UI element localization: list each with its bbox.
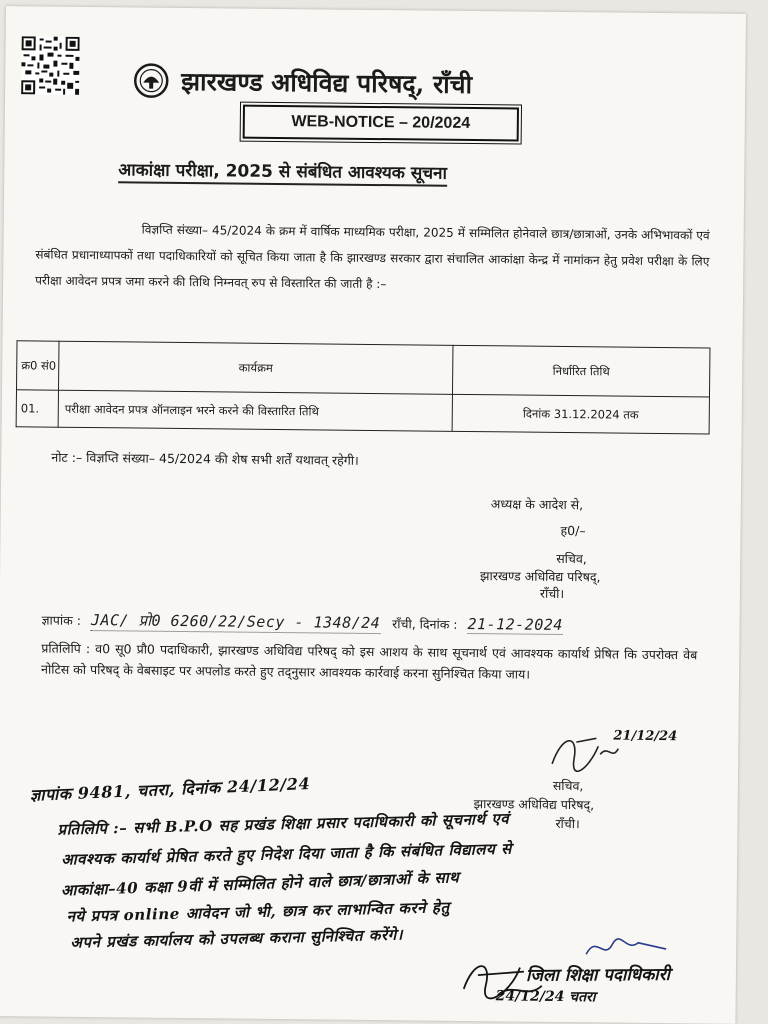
notice-subject: आकांक्षा परीक्षा, 2025 से संबंधित आवश्यक सूचना: [118, 157, 447, 186]
memo-line: [41, 610, 562, 636]
handwritten-line: अपने प्रखंड कार्यालय को उपलब्ध कराना सुनिश्चित करेंगे।: [70, 925, 404, 952]
board-emblem-icon: [133, 62, 169, 98]
secretary2-org: झारखण्ड अधिविद्य परिषद्,: [473, 796, 595, 813]
col-program-header: कार्यक्रम: [59, 341, 453, 394]
memo-date: 21-12-2024: [467, 614, 563, 634]
table-header-row: [17, 341, 710, 397]
schedule-table: [16, 340, 711, 434]
col-serial-header: क्र0 सं0: [17, 341, 60, 390]
secretary2-city: राँची।: [555, 815, 580, 832]
cell-date: दिनांक 31.12.2024 तक: [452, 394, 709, 434]
secretary2-designation: सचिव,: [552, 777, 584, 794]
note-line: नोट :– विज्ञप्ति संख्या– 45/2024 की शेष सभी शर्तें यथावत् रहेगी।: [51, 449, 359, 468]
handwritten-line: नये प्रपत्र online आवेदन जो भी, छात्र कर लाभान्वित करने हेतु: [66, 898, 450, 926]
table-row: [16, 390, 709, 434]
order-line: अध्यक्ष के आदेश से,: [490, 496, 584, 513]
notice-paragraph: विज्ञप्ति संख्या– 45/2024 के क्रम में वार्षिक माध्यमिक परीक्षा, 2025 में सम्मिलित होनेवाले छात्र/छात्राओं, उनके अभिभावकों एवं संबंधित प्रधानाध्यापकों तथा पदाधिकारियों को सूचित किया जाता है कि झारखण्ड सरकार द्वारा संचालित आकांक्षा केन्द्र में नामांकन हेतु प्रवेश परीक्षा के लिए परीक्षा आवेदन प्रपत्र जमा करने की तिथि निम्नवत् रुप से विस्तारित की जाती है :–: [35, 222, 710, 292]
org-title: झारखण्ड अधिविद्य परिषद्, राँची: [181, 66, 473, 100]
cell-serial: 01.: [16, 390, 58, 427]
secretary-city: राँची।: [539, 585, 565, 602]
handwritten-line: आवश्यक कार्यार्थ प्रेषित करते हुए निदेश दिया जाता है कि संबंधित विद्यालय से: [61, 839, 513, 869]
document-page: [0, 6, 746, 1024]
memo-city-date-label: राँची, दिनांक :: [392, 616, 458, 632]
handwritten-dep-date: 24/12/24 चतरा: [495, 988, 596, 1006]
signed-mark: ह0/–: [560, 522, 586, 539]
secretary-designation: सचिव,: [556, 550, 587, 567]
initial-date: 21/12/24: [613, 728, 678, 745]
blue-ink-signature-icon: [582, 932, 672, 963]
col-date-header: निर्धारित तिथि: [452, 345, 709, 397]
handwritten-dep-title: जिला शिक्षा पदाधिकारी: [525, 964, 671, 986]
handwritten-line: आकांक्षा–40 कक्षा 9वीं में सम्मिलित होने वाले छात्र/छात्राओं के साथ: [60, 868, 460, 900]
qr-code-icon: [21, 36, 80, 95]
secretary-org: झारखण्ड अधिविद्य परिषद्,: [480, 568, 601, 585]
handwritten-line: प्रतिलिपि :– सभी B.P.O सह प्रखंड शिक्षा प्रसार पदाधिकारी को सूचनार्थ एवं: [57, 809, 510, 839]
handwritten-memo-line: ज्ञापांक 9481, चतरा, दिनांक 24/12/24: [29, 774, 311, 805]
copy-paragraph: प्रतिलिपि : व0 सू0 प्रौ0 पदाधिकारी, झारखण्ड अधिविद्य परिषद् को इस आशय के साथ सूचनार्थ एवं आवश्यक कार्यार्थ प्रेषित कि उपरोक्त वेब नोटिस को परिषद् के वेबसाइट पर अपलोड करते हुए तद्नुसार आवश्यक कार्रवाई करना सुनिश्चित किया जाय।: [41, 640, 698, 682]
notice-number-box: WEB-NOTICE – 20/2024: [243, 105, 519, 142]
cell-program: परीक्षा आवेदन प्रपत्र ऑनलाइन भरने करने की विस्तारित तिथि: [58, 390, 452, 431]
memo-label: ज्ञापांक :: [41, 612, 82, 628]
memo-number: JAC/ प्रो0 6260/22/Secy - 1348/24: [90, 611, 381, 633]
